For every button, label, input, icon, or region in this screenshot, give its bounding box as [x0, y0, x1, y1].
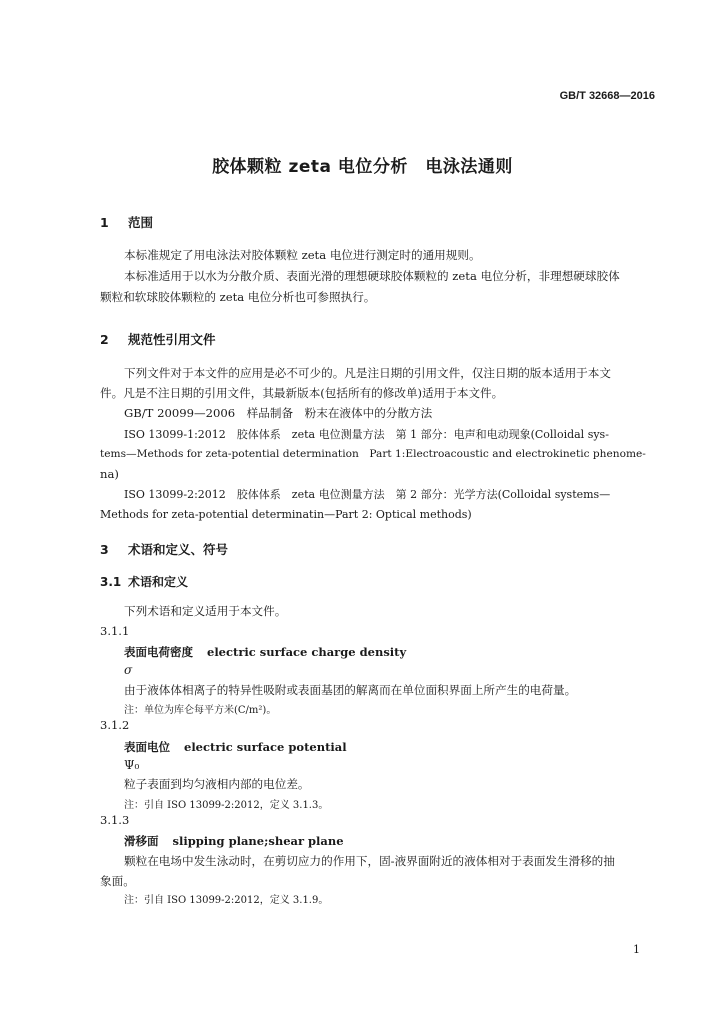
term-zh: 表面电荷密度 [124, 645, 193, 659]
reference-item: Methods for zeta-potential determinatin—Part 2: Optical methods) [100, 508, 472, 521]
section-number: 1 [100, 215, 109, 230]
term-definition: 粒子表面到均匀液相内部的电位差。 [124, 777, 310, 791]
paragraph: 本标准规定了用电泳法对胶体颗粒 zeta 电位进行测定时的通用规则。 [124, 248, 481, 262]
reference-item: ISO 13099-1:2012 胶体体系 zeta 电位测量方法 第 1 部分：电声和电动现象(Colloidal sys- [124, 428, 609, 441]
section-title: 术语和定义、符号 [128, 542, 229, 557]
paragraph: 下列文件对于本文件的应用是必不可少的。凡是注日期的引用文件，仅注日期的版本适用于本文 [124, 366, 611, 380]
term-en: electric surface charge density [207, 645, 407, 659]
term-en: slipping plane;shear plane [172, 834, 344, 848]
term-en: electric surface potential [184, 740, 347, 754]
term-definition: 颗粒在电场中发生泳动时，在剪切应力的作用下，固-液界面附近的液体相对于表面发生滑移的抽 [124, 854, 615, 868]
term-note: 注：引自 ISO 13099-2:2012，定义 3.1.9。 [124, 895, 329, 906]
term-definition: 由于液体体相离子的特异性吸附或表面基团的解离而在单位面积界面上所产生的电荷量。 [124, 683, 577, 697]
term-number: 3.1.1 [100, 624, 130, 638]
reference-item: tems—Methods for zeta-potential determination Part 1:Electroacoustic and electrokinetic phenome- [100, 448, 646, 460]
section-title: 规范性引用文件 [128, 332, 216, 347]
section-1-heading [100, 213, 153, 231]
term-definition: 象面。 [100, 874, 135, 888]
section-number: 3 [100, 542, 109, 557]
document-title: 胶体颗粒 zeta 电位分析 电泳法通则 [212, 157, 513, 177]
section-number: 2 [100, 332, 109, 347]
term-symbol: Ψ₀ [124, 758, 140, 772]
term-heading [124, 739, 347, 755]
section-3-heading [100, 540, 228, 558]
term-heading [124, 644, 406, 660]
term-number: 3.1.3 [100, 813, 130, 827]
reference-item: ISO 13099-2:2012 胶体体系 zeta 电位测量方法 第 2 部分：光学方法(Colloidal systems— [124, 488, 611, 501]
subsection-title: 术语和定义 [128, 575, 189, 589]
term-number: 3.1.2 [100, 718, 130, 732]
paragraph: 件。凡是不注日期的引用文件，其最新版本(包括所有的修改单)适用于本文件。 [100, 386, 504, 400]
paragraph: 颗粒和软球胶体颗粒的 zeta 电位分析也可参照执行。 [100, 290, 376, 304]
term-zh: 滑移面 [124, 834, 159, 848]
term-note: 注：引自 ISO 13099-2:2012，定义 3.1.3。 [124, 800, 329, 811]
page-number: 1 [633, 943, 640, 956]
subsection-3-1-heading [100, 573, 188, 590]
section-2-heading [100, 330, 216, 348]
paragraph: 本标准适用于以水为分散介质、表面光滑的理想硬球胶体颗粒的 zeta 电位分析，非理想硬球胶体 [124, 269, 620, 283]
term-note: 注：单位为库仑每平方米(C/m²)。 [124, 705, 277, 716]
reference-item: GB/T 20099—2006 样品制备 粉末在液体中的分散方法 [124, 406, 433, 420]
paragraph: 下列术语和定义适用于本文件。 [124, 604, 287, 618]
reference-item: na) [100, 467, 119, 481]
term-symbol: σ [124, 663, 133, 677]
section-title: 范围 [128, 215, 154, 230]
standard-number: GB/T 32668—2016 [559, 90, 655, 102]
term-heading [124, 833, 344, 849]
term-zh: 表面电位 [124, 740, 170, 754]
subsection-number: 3.1 [100, 575, 122, 589]
